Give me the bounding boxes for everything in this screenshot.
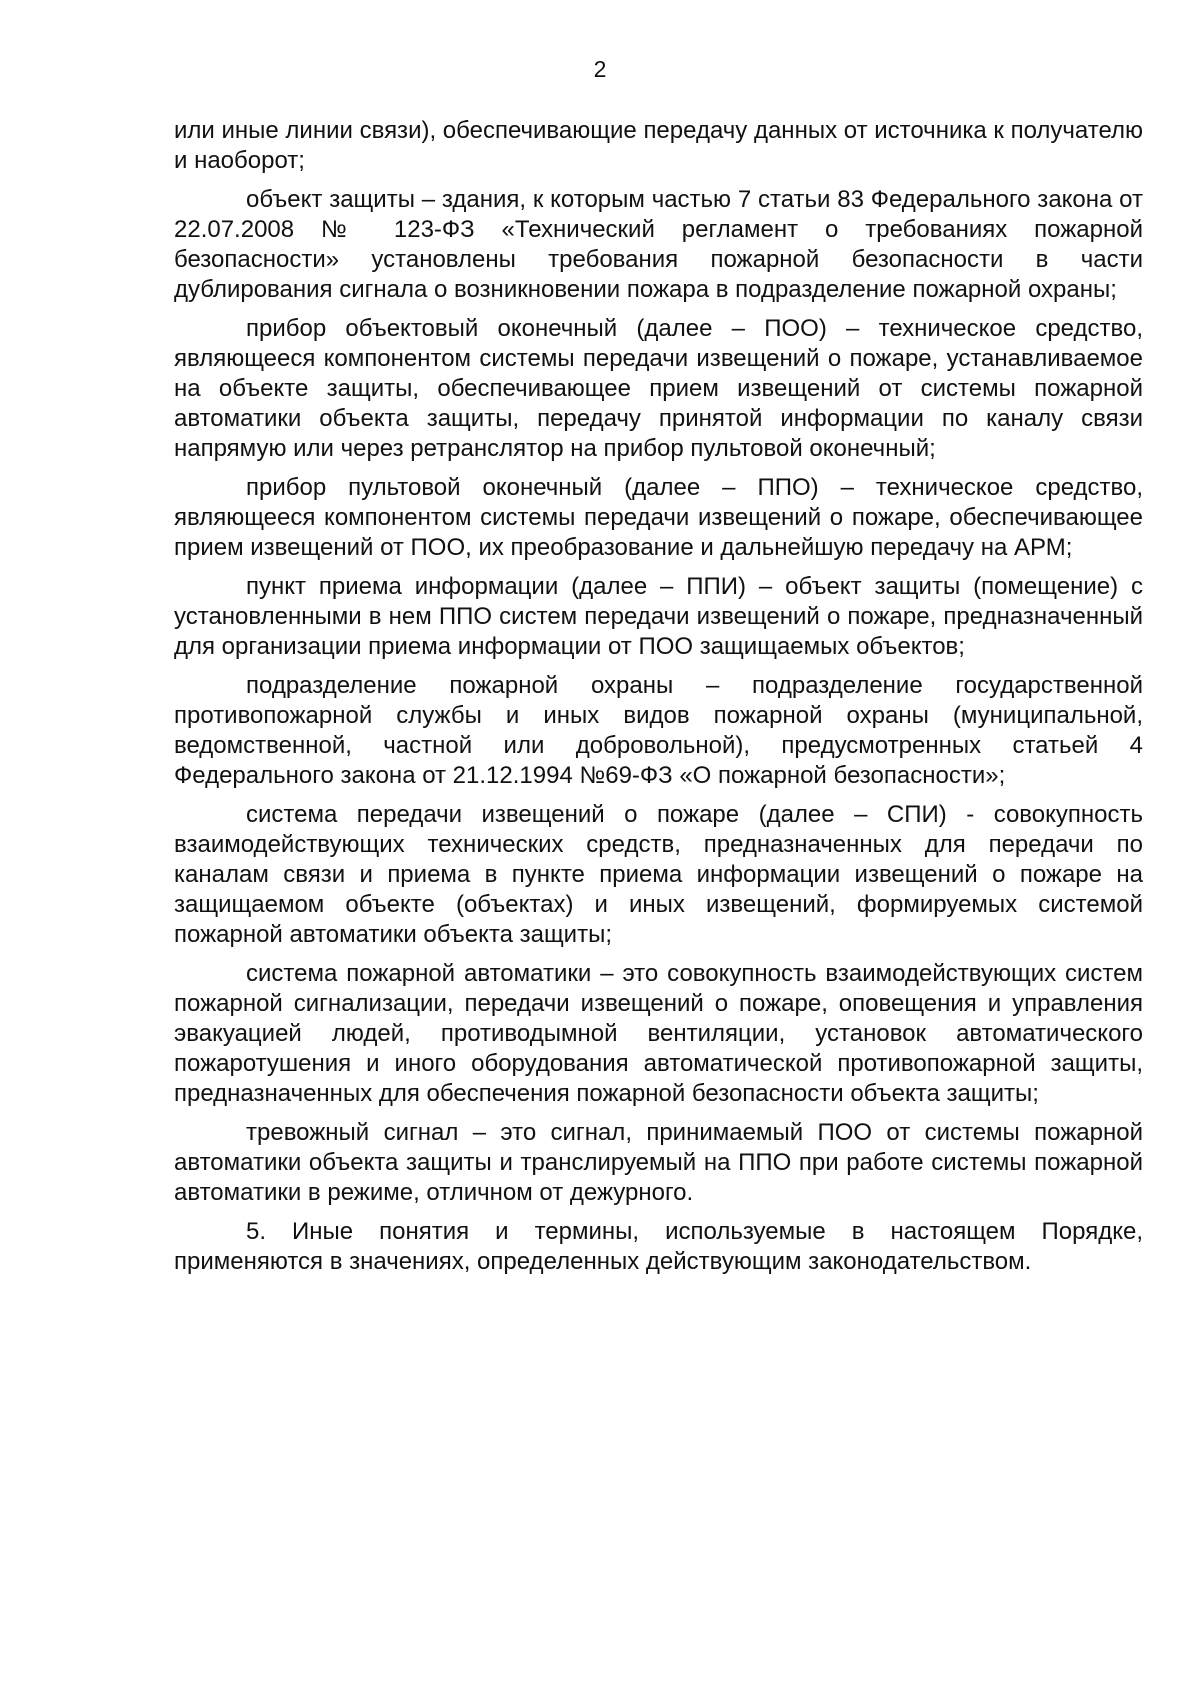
paragraph-spi-definition: система передачи извещений о пожаре (далее – СПИ) - совокупность взаимодействующих технических средств, предназначенных для передачи по каналам связи и приема в пункте приема информации извещений о пожаре на защищаемом объекте (объектах) и иных извещений, формируемых системой пожарной автоматики объекта защиты; (174, 801, 1143, 948)
paragraph-protected-object-definition: объект защиты – здания, к которым частью 7 статьи 83 Федерального закона от 22.07.2008 № 123-ФЗ «Технический регламент о требованиях пожарной безопасности» установлены требования пожарной безопасности в части дублирования сигнала о возникновении пожара в подразделение пожарной охраны; (174, 186, 1143, 303)
paragraph-ppi-definition: пункт приема информации (далее – ППИ) – объект защиты (помещение) с установленными в нем ППО систем передачи извещений о пожаре, предназначенный для организации приема информации от ПОО защищаемых объектов; (174, 573, 1143, 660)
paragraph-fire-department-definition: подразделение пожарной охраны – подразделение государственной противопожарной службы и иных видов пожарной охраны (муниципальной, ведомственной, частной или добровольной), предусмотренных статьей 4 Федерального закона от 21.12.1994 №69-ФЗ «О пожарной безопасности»; (174, 672, 1143, 789)
paragraph-ppo-definition: прибор пультовой оконечный (далее – ППО) – техническое средство, являющееся компонентом системы передачи извещений о пожаре, обеспечивающее прием извещений от ПОО, их преобразование и дальнейшую передачу на АРМ; (174, 474, 1143, 561)
page-number: 2 (593, 56, 607, 82)
document-body (174, 116, 1143, 1286)
paragraph-poo-definition: прибор объектовый оконечный (далее – ПОО) – техническое средство, являющееся компонентом системы передачи извещений о пожаре, устанавливаемое на объекте защиты, обеспечивающее прием извещений от системы пожарной автоматики объекта защиты, передачу принятой информации по каналу связи напрямую или через ретранслятор на прибор пультовой оконечный; (174, 315, 1143, 462)
paragraph-fire-automation-definition: система пожарной автоматики – это совокупность взаимодействующих систем пожарной сигнализации, передачи извещений о пожаре, оповещения и управления эвакуацией людей, противодымной вентиляции, установок автоматического пожаротушения и иного оборудования автоматической противопожарной защиты, предназначенных для обеспечения пожарной безопасности объекта защиты; (174, 960, 1143, 1107)
paragraph-item-5: 5. Иные понятия и термины, используемые в настоящем Порядке, применяются в значениях, определенных действующим законодательством. (174, 1218, 1143, 1275)
paragraph-alarm-signal-definition: тревожный сигнал – это сигнал, принимаемый ПОО от системы пожарной автоматики объекта защиты и транслируемый на ППО при работе системы пожарной автоматики в режиме, отличном от дежурного. (174, 1119, 1143, 1206)
paragraph-communication-lines-continuation: или иные линии связи), обеспечивающие передачу данных от источника к получателю и наоборот; (174, 117, 1143, 174)
